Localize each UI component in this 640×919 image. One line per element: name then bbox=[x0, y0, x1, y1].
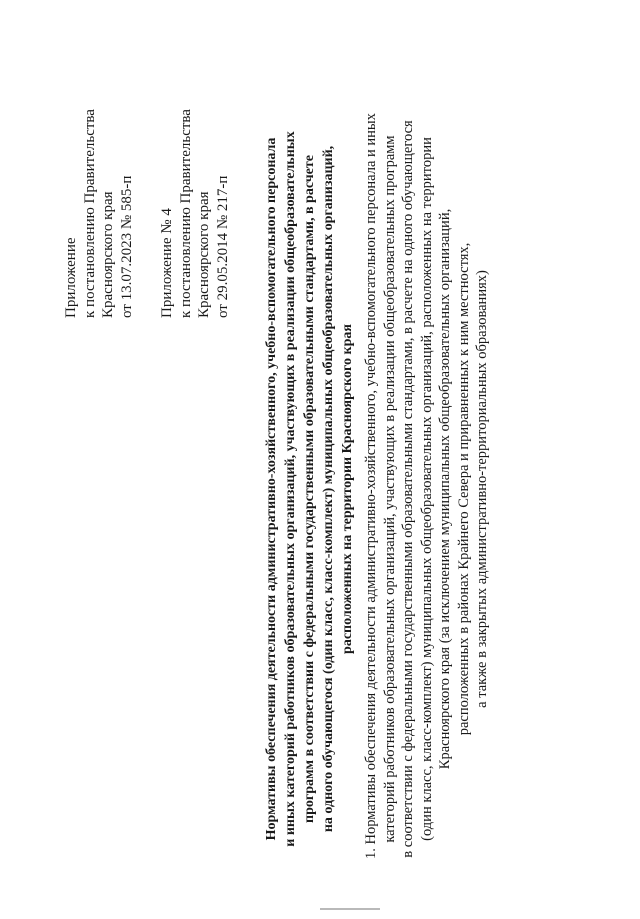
title-line: на одного обучающегося (один класс, класс-комплект) муниципальных общеобразовательных организаций, bbox=[321, 145, 336, 833]
title-line: программ в соответствии с федеральными государственными образовательными стандартами, в расчете bbox=[302, 155, 317, 823]
approval-line: к постановлению Правительства bbox=[177, 109, 194, 318]
approval-line: Приложение № 4 bbox=[159, 208, 175, 318]
section-line: (один класс, класс-комплект) муниципальных общеобразовательных организаций, расположенных на территории bbox=[418, 137, 435, 841]
approval-block bbox=[62, 18, 232, 318]
document-title bbox=[262, 119, 357, 859]
approval-line: Красноярского края bbox=[100, 191, 116, 318]
approval-line: Приложение bbox=[63, 237, 79, 318]
section-line: расположенных в районах Крайнего Севера и приравненных к ним местностях, bbox=[455, 242, 472, 736]
title-line: и иных категорий работников образовательных организаций, участвующих в реализации общеобразовательных bbox=[283, 131, 298, 847]
section-1-heading bbox=[362, 113, 492, 859]
title-line: Нормативы обеспечения деятельности административно-хозяйственного, учебно-вспомогательного персонала bbox=[264, 137, 279, 841]
section-line: Красноярского края (за исключением муниципальных общеобразовательных организаций, bbox=[437, 208, 453, 770]
section-line: а также в закрытых административно-территориальных образованиях) bbox=[474, 270, 490, 708]
section-line: 1. Нормативы обеспечения деятельности административно-хозяйственного, учебно-вспомогательного персонала и иных bbox=[363, 113, 379, 859]
section-line: в соответствии с федеральными государственными образовательными стандартами, в расчете на одного обучающегося bbox=[400, 120, 416, 858]
scan-edge-mark bbox=[320, 908, 380, 910]
approval-spacer bbox=[136, 18, 158, 318]
section-line: категорий работников образовательных организаций, участвующих в реализации общеобразовательных программ bbox=[381, 135, 398, 843]
approval-line: от 29.05.2014 № 217-п bbox=[214, 175, 231, 318]
approval-line: от 13.07.2023 № 585-п bbox=[118, 175, 135, 318]
approval-line: к постановлению Правительства bbox=[81, 109, 98, 318]
title-line: расположенных на территории Красноярского края bbox=[340, 324, 355, 654]
approval-line: Красноярского края bbox=[196, 191, 212, 318]
